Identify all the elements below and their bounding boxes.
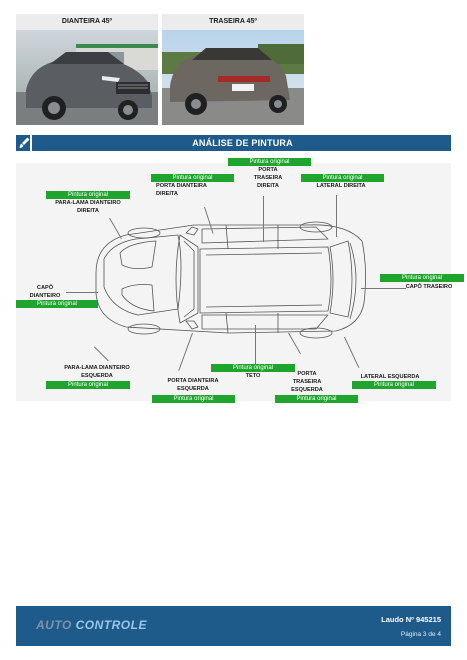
status-badge-lateral-direita: Pintura original [301, 174, 384, 182]
status-badge-para-lama-dianteiro-esquerda: Pintura original [46, 381, 130, 389]
label-capo-dianteiro: CAPÔ DIANTEIRO [29, 285, 61, 299]
front-photo-caption: DIANTEIRA 45º [16, 14, 158, 30]
label-lateral-direita: LATERAL DIREITA [316, 183, 366, 189]
status-badge-capo-dianteiro: Pintura original [16, 300, 98, 308]
status-badge-teto: Pintura original [211, 364, 295, 372]
status-badge-para-lama-dianteiro-direita: Pintura original [46, 191, 130, 199]
status-badge-porta-dianteira-direita: Pintura original [151, 174, 234, 182]
paint-brush-icon [16, 135, 32, 151]
status-badge-capo-traseiro: Pintura original [380, 274, 464, 282]
front-photo-block [16, 14, 158, 125]
report-number: Laudo Nº 945215 [381, 615, 441, 624]
status-badge-porta-traseira-esquerda: Pintura original [275, 395, 358, 403]
label-teto: TETO [245, 373, 261, 379]
rear-photo-block [162, 14, 304, 125]
status-badge-porta-dianteira-esquerda: Pintura original [152, 395, 235, 403]
label-porta-traseira-esquerda: PORTA TRASEIRA ESQUERDA [291, 371, 323, 393]
section-title: ANÁLISE DE PINTURA [192, 138, 293, 148]
label-porta-dianteira-direita: PORTA DIANTEIRA DIREITA [156, 183, 207, 197]
label-lateral-esquerda: LATERAL ESQUERDA [360, 374, 420, 380]
label-capo-traseiro: CAPÔ TRASEIRO [405, 284, 453, 290]
rear-car-photo [162, 30, 304, 125]
page-number: Página 3 de 4 [400, 631, 441, 638]
label-porta-dianteira-esquerda: PORTA DIANTEIRA ESQUERDA [167, 378, 219, 392]
auto-controle-logo: AUTO CONTROLE [36, 618, 147, 632]
label-para-lama-dianteiro-esquerda: PARA-LAMA DIANTEIRO ESQUERDA [64, 365, 130, 379]
page-footer [16, 606, 451, 646]
front-car-photo [16, 30, 158, 125]
status-badge-porta-traseira-direita: Pintura original [228, 158, 311, 166]
rear-photo-caption: TRASEIRA 45º [162, 14, 304, 30]
paint-analysis-diagram [16, 159, 453, 402]
label-porta-traseira-direita: PORTA TRASEIRA DIREITA [253, 167, 283, 189]
section-header [16, 135, 451, 151]
status-badge-lateral-esquerda: Pintura original [352, 381, 436, 389]
label-para-lama-dianteiro-direita: PARA-LAMA DIANTEIRO DIREITA [55, 200, 121, 214]
